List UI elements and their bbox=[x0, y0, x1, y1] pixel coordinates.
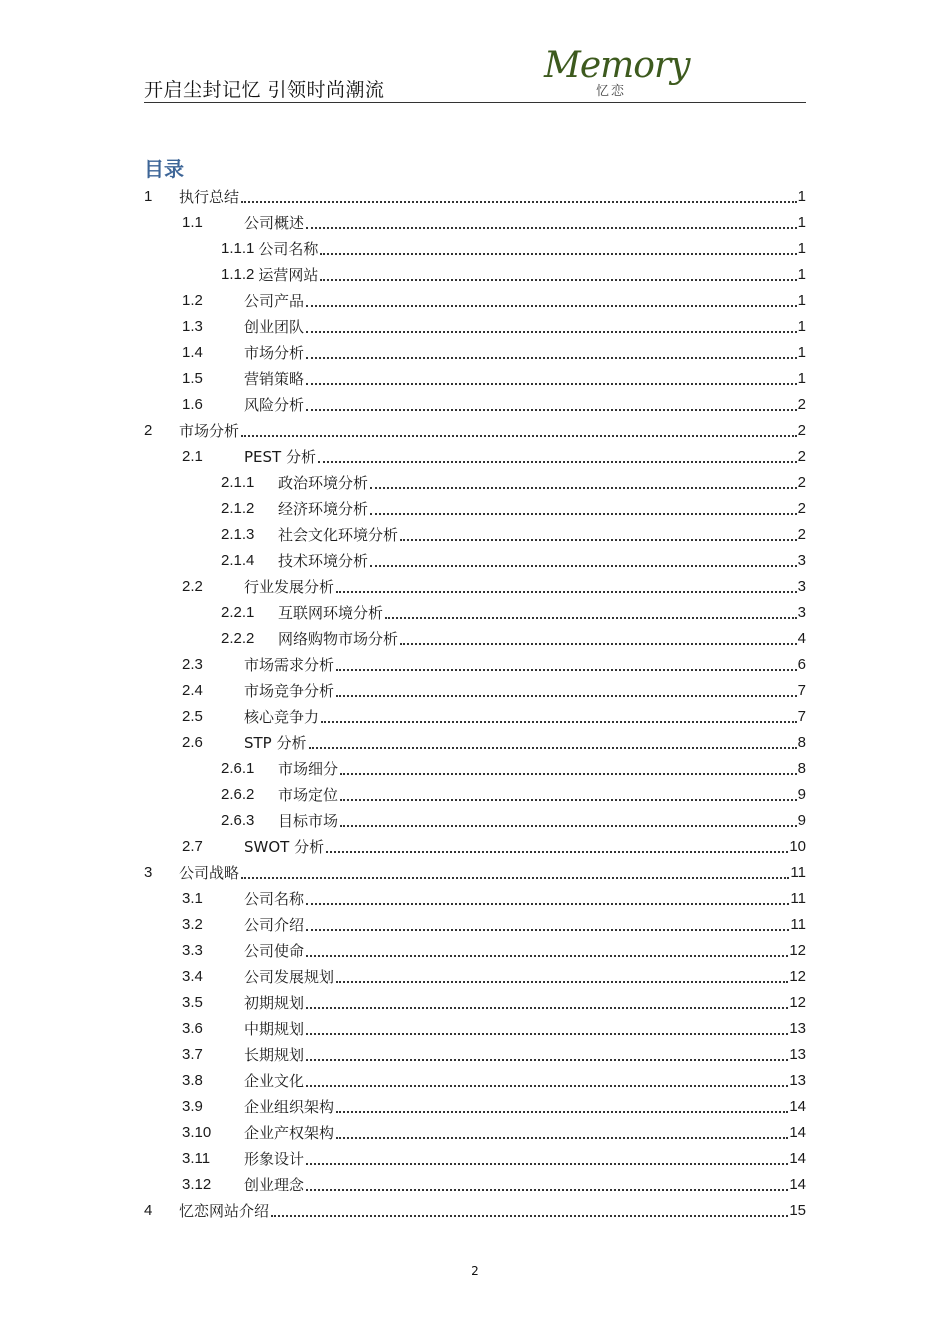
memory-logo bbox=[544, 45, 690, 104]
toc-entry[interactable] bbox=[144, 1120, 806, 1146]
dot-leader bbox=[320, 279, 796, 281]
toc-entry-number: 4 bbox=[144, 1202, 153, 1219]
dot-leader bbox=[306, 1007, 788, 1009]
toc-entry-page: 14 bbox=[789, 1098, 806, 1115]
table-of-contents bbox=[144, 184, 806, 1224]
dot-leader bbox=[370, 513, 797, 515]
toc-entry[interactable] bbox=[144, 756, 806, 782]
dot-leader bbox=[306, 1033, 788, 1035]
toc-entry-page: 12 bbox=[789, 942, 806, 959]
toc-entry-number: 3.1 bbox=[182, 890, 203, 907]
toc-entry-number: 2.6.1 bbox=[221, 760, 255, 777]
toc-entry-page: 13 bbox=[789, 1072, 806, 1089]
toc-entry-number: 2.3 bbox=[182, 656, 203, 673]
toc-entry[interactable] bbox=[144, 522, 806, 548]
toc-entry-page: 14 bbox=[789, 1176, 806, 1193]
dot-leader bbox=[306, 1163, 788, 1165]
dot-leader bbox=[309, 747, 797, 749]
toc-entry-number: 3.7 bbox=[182, 1046, 203, 1063]
dot-leader bbox=[306, 929, 789, 931]
toc-entry-page: 13 bbox=[789, 1020, 806, 1037]
toc-entry-number: 2.2.1 bbox=[221, 604, 255, 621]
toc-entry-label[interactable]: 市场分析 bbox=[179, 422, 240, 440]
toc-entry-page: 1 bbox=[797, 318, 806, 335]
dot-leader bbox=[336, 1137, 788, 1139]
toc-entry-label[interactable]: 初期规划 bbox=[244, 994, 305, 1012]
toc-entry-page: 11 bbox=[790, 916, 806, 933]
dot-leader bbox=[318, 461, 797, 463]
toc-entry[interactable] bbox=[144, 860, 806, 886]
page-number: 2 bbox=[471, 1264, 479, 1278]
toc-entry-page: 1 bbox=[797, 292, 806, 309]
toc-entry[interactable] bbox=[144, 730, 806, 756]
toc-entry-number: 2.1.2 bbox=[221, 500, 255, 517]
toc-entry-label[interactable]: 公司介绍 bbox=[244, 916, 305, 934]
toc-entry-page: 1 bbox=[797, 370, 806, 387]
toc-entry[interactable] bbox=[144, 626, 806, 652]
toc-entry-number: 3.9 bbox=[182, 1098, 203, 1115]
toc-entry-page: 3 bbox=[797, 604, 806, 621]
toc-entry-page: 12 bbox=[789, 994, 806, 1011]
toc-entry-number: 2.7 bbox=[182, 838, 203, 855]
toc-entry-page: 1 bbox=[797, 344, 806, 361]
toc-entry-page: 12 bbox=[789, 968, 806, 985]
dot-leader bbox=[306, 383, 797, 385]
toc-entry-number: 1.1.1 bbox=[221, 240, 255, 257]
toc-entry-number: 1.6 bbox=[182, 396, 203, 413]
toc-entry-number: 3.12 bbox=[182, 1176, 212, 1193]
toc-title: 目录 bbox=[144, 157, 184, 181]
toc-entry-number: 2 bbox=[144, 422, 153, 439]
toc-entry[interactable] bbox=[144, 470, 806, 496]
dot-leader bbox=[326, 851, 788, 853]
toc-entry[interactable] bbox=[144, 444, 806, 470]
dot-leader bbox=[321, 721, 797, 723]
toc-entry-page: 3 bbox=[797, 578, 806, 595]
dot-leader bbox=[306, 409, 797, 411]
toc-entry-label[interactable]: 中期规划 bbox=[244, 1020, 305, 1038]
toc-entry-number: 3 bbox=[144, 864, 153, 881]
dot-leader bbox=[241, 877, 789, 879]
toc-entry-page: 9 bbox=[797, 812, 806, 829]
toc-entry-label[interactable]: 公司使命 bbox=[244, 942, 305, 960]
toc-entry-page: 9 bbox=[797, 786, 806, 803]
toc-entry[interactable] bbox=[144, 1016, 806, 1042]
toc-entry[interactable] bbox=[144, 938, 806, 964]
toc-entry-number: 2.5 bbox=[182, 708, 203, 725]
toc-entry-number: 3.5 bbox=[182, 994, 203, 1011]
toc-entry-page: 1 bbox=[797, 266, 806, 283]
toc-entry[interactable] bbox=[144, 210, 806, 236]
toc-entry-number: 1 bbox=[144, 188, 153, 205]
toc-entry-page: 2 bbox=[797, 448, 806, 465]
toc-entry-label[interactable]: 执行总结 bbox=[179, 188, 240, 206]
dot-leader bbox=[336, 669, 797, 671]
toc-entry-label[interactable]: 市场需求分析 bbox=[244, 656, 335, 674]
toc-entry[interactable] bbox=[144, 1094, 806, 1120]
toc-entry-label[interactable]: 忆恋网站介绍 bbox=[179, 1202, 270, 1220]
toc-entry-number: 2.4 bbox=[182, 682, 203, 699]
dot-leader bbox=[370, 487, 797, 489]
toc-entry-number: 1.3 bbox=[182, 318, 203, 335]
toc-entry-label[interactable]: 市场分析 bbox=[244, 344, 305, 362]
toc-entry-page: 10 bbox=[789, 838, 806, 855]
dot-leader bbox=[400, 643, 797, 645]
toc-entry-number: 3.10 bbox=[182, 1124, 212, 1141]
toc-entry-label[interactable]: 政治环境分析 bbox=[278, 474, 369, 492]
dot-leader bbox=[320, 253, 796, 255]
toc-entry-label[interactable]: 创业团队 bbox=[244, 318, 305, 336]
toc-entry[interactable] bbox=[144, 808, 806, 834]
toc-entry-label[interactable]: 市场细分 bbox=[278, 760, 339, 778]
toc-entry[interactable] bbox=[144, 366, 806, 392]
dot-leader bbox=[340, 825, 797, 827]
toc-entry[interactable] bbox=[144, 496, 806, 522]
dot-leader bbox=[336, 591, 797, 593]
toc-entry-number: 3.6 bbox=[182, 1020, 203, 1037]
dot-leader bbox=[306, 331, 797, 333]
toc-entry-label[interactable]: 创业理念 bbox=[244, 1176, 305, 1194]
toc-entry-page: 2 bbox=[797, 422, 806, 439]
dot-leader bbox=[306, 305, 797, 307]
toc-entry-label[interactable]: 公司战略 bbox=[179, 864, 240, 882]
toc-entry-page: 1 bbox=[797, 240, 806, 257]
toc-entry-label[interactable]: 企业产权架构 bbox=[244, 1124, 335, 1142]
toc-entry-number: 2.1.1 bbox=[221, 474, 255, 491]
toc-entry-label[interactable]: 互联网环境分析 bbox=[278, 604, 384, 622]
toc-entry-label[interactable]: 目标市场 bbox=[278, 812, 339, 830]
toc-entry-label[interactable]: 市场竞争分析 bbox=[244, 682, 335, 700]
toc-entry[interactable] bbox=[144, 184, 806, 210]
toc-entry[interactable] bbox=[144, 314, 806, 340]
dot-leader bbox=[306, 1085, 788, 1087]
logo-subtext: 忆恋 bbox=[596, 84, 627, 99]
toc-entry-page: 7 bbox=[797, 682, 806, 699]
toc-entry-page: 4 bbox=[797, 630, 806, 647]
toc-entry-label[interactable]: 核心竞争力 bbox=[244, 708, 320, 726]
toc-entry-label[interactable]: 形象设计 bbox=[244, 1150, 305, 1168]
dot-leader bbox=[241, 435, 797, 437]
toc-entry-number: 2.2 bbox=[182, 578, 203, 595]
dot-leader bbox=[340, 773, 797, 775]
toc-entry[interactable] bbox=[144, 834, 806, 860]
toc-entry-page: 7 bbox=[797, 708, 806, 725]
page-header bbox=[144, 40, 806, 103]
toc-entry[interactable] bbox=[144, 548, 806, 574]
toc-entry[interactable] bbox=[144, 288, 806, 314]
toc-entry[interactable] bbox=[144, 886, 806, 912]
toc-entry[interactable] bbox=[144, 600, 806, 626]
toc-entry-number: 1.1 bbox=[182, 214, 203, 231]
toc-entry-label[interactable]: 技术环境分析 bbox=[278, 552, 369, 570]
toc-entry-number: 2.6.3 bbox=[221, 812, 255, 829]
toc-entry-label[interactable]: 运营网站 bbox=[258, 266, 319, 284]
dot-leader bbox=[306, 227, 797, 229]
dot-leader bbox=[306, 955, 788, 957]
toc-entry-label[interactable]: 行业发展分析 bbox=[244, 578, 335, 596]
dot-leader bbox=[336, 695, 797, 697]
dot-leader bbox=[306, 1189, 788, 1191]
toc-entry[interactable] bbox=[144, 964, 806, 990]
toc-entry-page: 11 bbox=[790, 890, 806, 907]
toc-entry[interactable] bbox=[144, 340, 806, 366]
toc-entry-number: 2.2.2 bbox=[221, 630, 255, 647]
toc-entry-page: 6 bbox=[797, 656, 806, 673]
toc-entry-label[interactable]: 网络购物市场分析 bbox=[278, 630, 399, 648]
toc-entry[interactable] bbox=[144, 912, 806, 938]
toc-entry-number: 3.11 bbox=[182, 1150, 211, 1167]
toc-entry-page: 15 bbox=[789, 1202, 806, 1219]
toc-entry-number: 3.2 bbox=[182, 916, 203, 933]
toc-entry-page: 11 bbox=[790, 864, 806, 881]
toc-entry[interactable] bbox=[144, 704, 806, 730]
toc-entry-number: 1.1.2 bbox=[221, 266, 255, 283]
toc-entry-label[interactable]: 公司名称 bbox=[258, 240, 319, 258]
toc-entry-label[interactable]: 市场定位 bbox=[278, 786, 339, 804]
toc-entry-label[interactable]: 企业组织架构 bbox=[244, 1098, 335, 1116]
logo-text: Memory bbox=[544, 45, 690, 86]
toc-entry-label[interactable]: 公司名称 bbox=[244, 890, 305, 908]
toc-entry-number: 2.6 bbox=[182, 734, 203, 751]
toc-entry-label[interactable]: 风险分析 bbox=[244, 396, 305, 414]
toc-entry-page: 3 bbox=[797, 552, 806, 569]
toc-entry-label[interactable]: 企业文化 bbox=[244, 1072, 305, 1090]
toc-entry[interactable] bbox=[144, 1172, 806, 1198]
toc-entry[interactable] bbox=[144, 236, 806, 262]
header-slogan: 开启尘封记忆 引领时尚潮流 bbox=[144, 79, 385, 101]
dot-leader bbox=[370, 565, 797, 567]
toc-entry-label[interactable]: 社会文化环境分析 bbox=[278, 526, 399, 544]
toc-entry-page: 1 bbox=[797, 214, 806, 231]
toc-entry[interactable] bbox=[144, 1042, 806, 1068]
toc-entry[interactable] bbox=[144, 1068, 806, 1094]
toc-entry-label[interactable]: 经济环境分析 bbox=[278, 500, 369, 518]
toc-entry-label[interactable]: SWOT 分析 bbox=[244, 838, 325, 856]
toc-entry[interactable] bbox=[144, 392, 806, 418]
toc-entry[interactable] bbox=[144, 1198, 806, 1224]
toc-entry[interactable] bbox=[144, 652, 806, 678]
dot-leader bbox=[336, 981, 788, 983]
dot-leader bbox=[385, 617, 797, 619]
toc-entry-number: 3.8 bbox=[182, 1072, 203, 1089]
toc-entry-label[interactable]: 公司发展规划 bbox=[244, 968, 335, 986]
toc-entry-page: 8 bbox=[797, 734, 806, 751]
toc-entry-label[interactable]: 公司产品 bbox=[244, 292, 305, 310]
toc-entry-number: 2.6.2 bbox=[221, 786, 255, 803]
toc-entry-label[interactable]: STP 分析 bbox=[244, 734, 307, 752]
toc-entry[interactable] bbox=[144, 262, 806, 288]
toc-entry[interactable] bbox=[144, 990, 806, 1016]
toc-entry-label[interactable]: 营销策略 bbox=[244, 370, 305, 388]
toc-entry-number: 2.1.4 bbox=[221, 552, 255, 569]
dot-leader bbox=[241, 201, 797, 203]
dot-leader bbox=[306, 357, 797, 359]
toc-entry-number: 1.5 bbox=[182, 370, 203, 387]
toc-entry-page: 1 bbox=[797, 188, 806, 205]
toc-entry-page: 8 bbox=[797, 760, 806, 777]
dot-leader bbox=[340, 799, 797, 801]
dot-leader bbox=[306, 903, 789, 905]
toc-entry-page: 2 bbox=[797, 526, 806, 543]
toc-entry[interactable] bbox=[144, 678, 806, 704]
dot-leader bbox=[306, 1059, 788, 1061]
toc-entry[interactable] bbox=[144, 1146, 806, 1172]
toc-entry[interactable] bbox=[144, 574, 806, 600]
toc-entry-number: 1.4 bbox=[182, 344, 203, 361]
toc-entry-page: 2 bbox=[797, 396, 806, 413]
toc-entry-number: 2.1 bbox=[182, 448, 203, 465]
toc-entry-label[interactable]: 长期规划 bbox=[244, 1046, 305, 1064]
toc-entry-label[interactable]: 公司概述 bbox=[244, 214, 305, 232]
toc-entry[interactable] bbox=[144, 418, 806, 444]
toc-entry-page: 13 bbox=[789, 1046, 806, 1063]
toc-entry-page: 2 bbox=[797, 474, 806, 491]
toc-entry-page: 2 bbox=[797, 500, 806, 517]
toc-entry-number: 2.1.3 bbox=[221, 526, 255, 543]
dot-leader bbox=[271, 1215, 788, 1217]
toc-entry-page: 14 bbox=[789, 1150, 806, 1167]
dot-leader bbox=[400, 539, 797, 541]
toc-entry[interactable] bbox=[144, 782, 806, 808]
toc-entry-number: 3.3 bbox=[182, 942, 203, 959]
toc-entry-number: 3.4 bbox=[182, 968, 203, 985]
toc-entry-page: 14 bbox=[789, 1124, 806, 1141]
toc-entry-number: 1.2 bbox=[182, 292, 203, 309]
toc-entry-label[interactable]: PEST 分析 bbox=[244, 448, 316, 466]
dot-leader bbox=[336, 1111, 788, 1113]
